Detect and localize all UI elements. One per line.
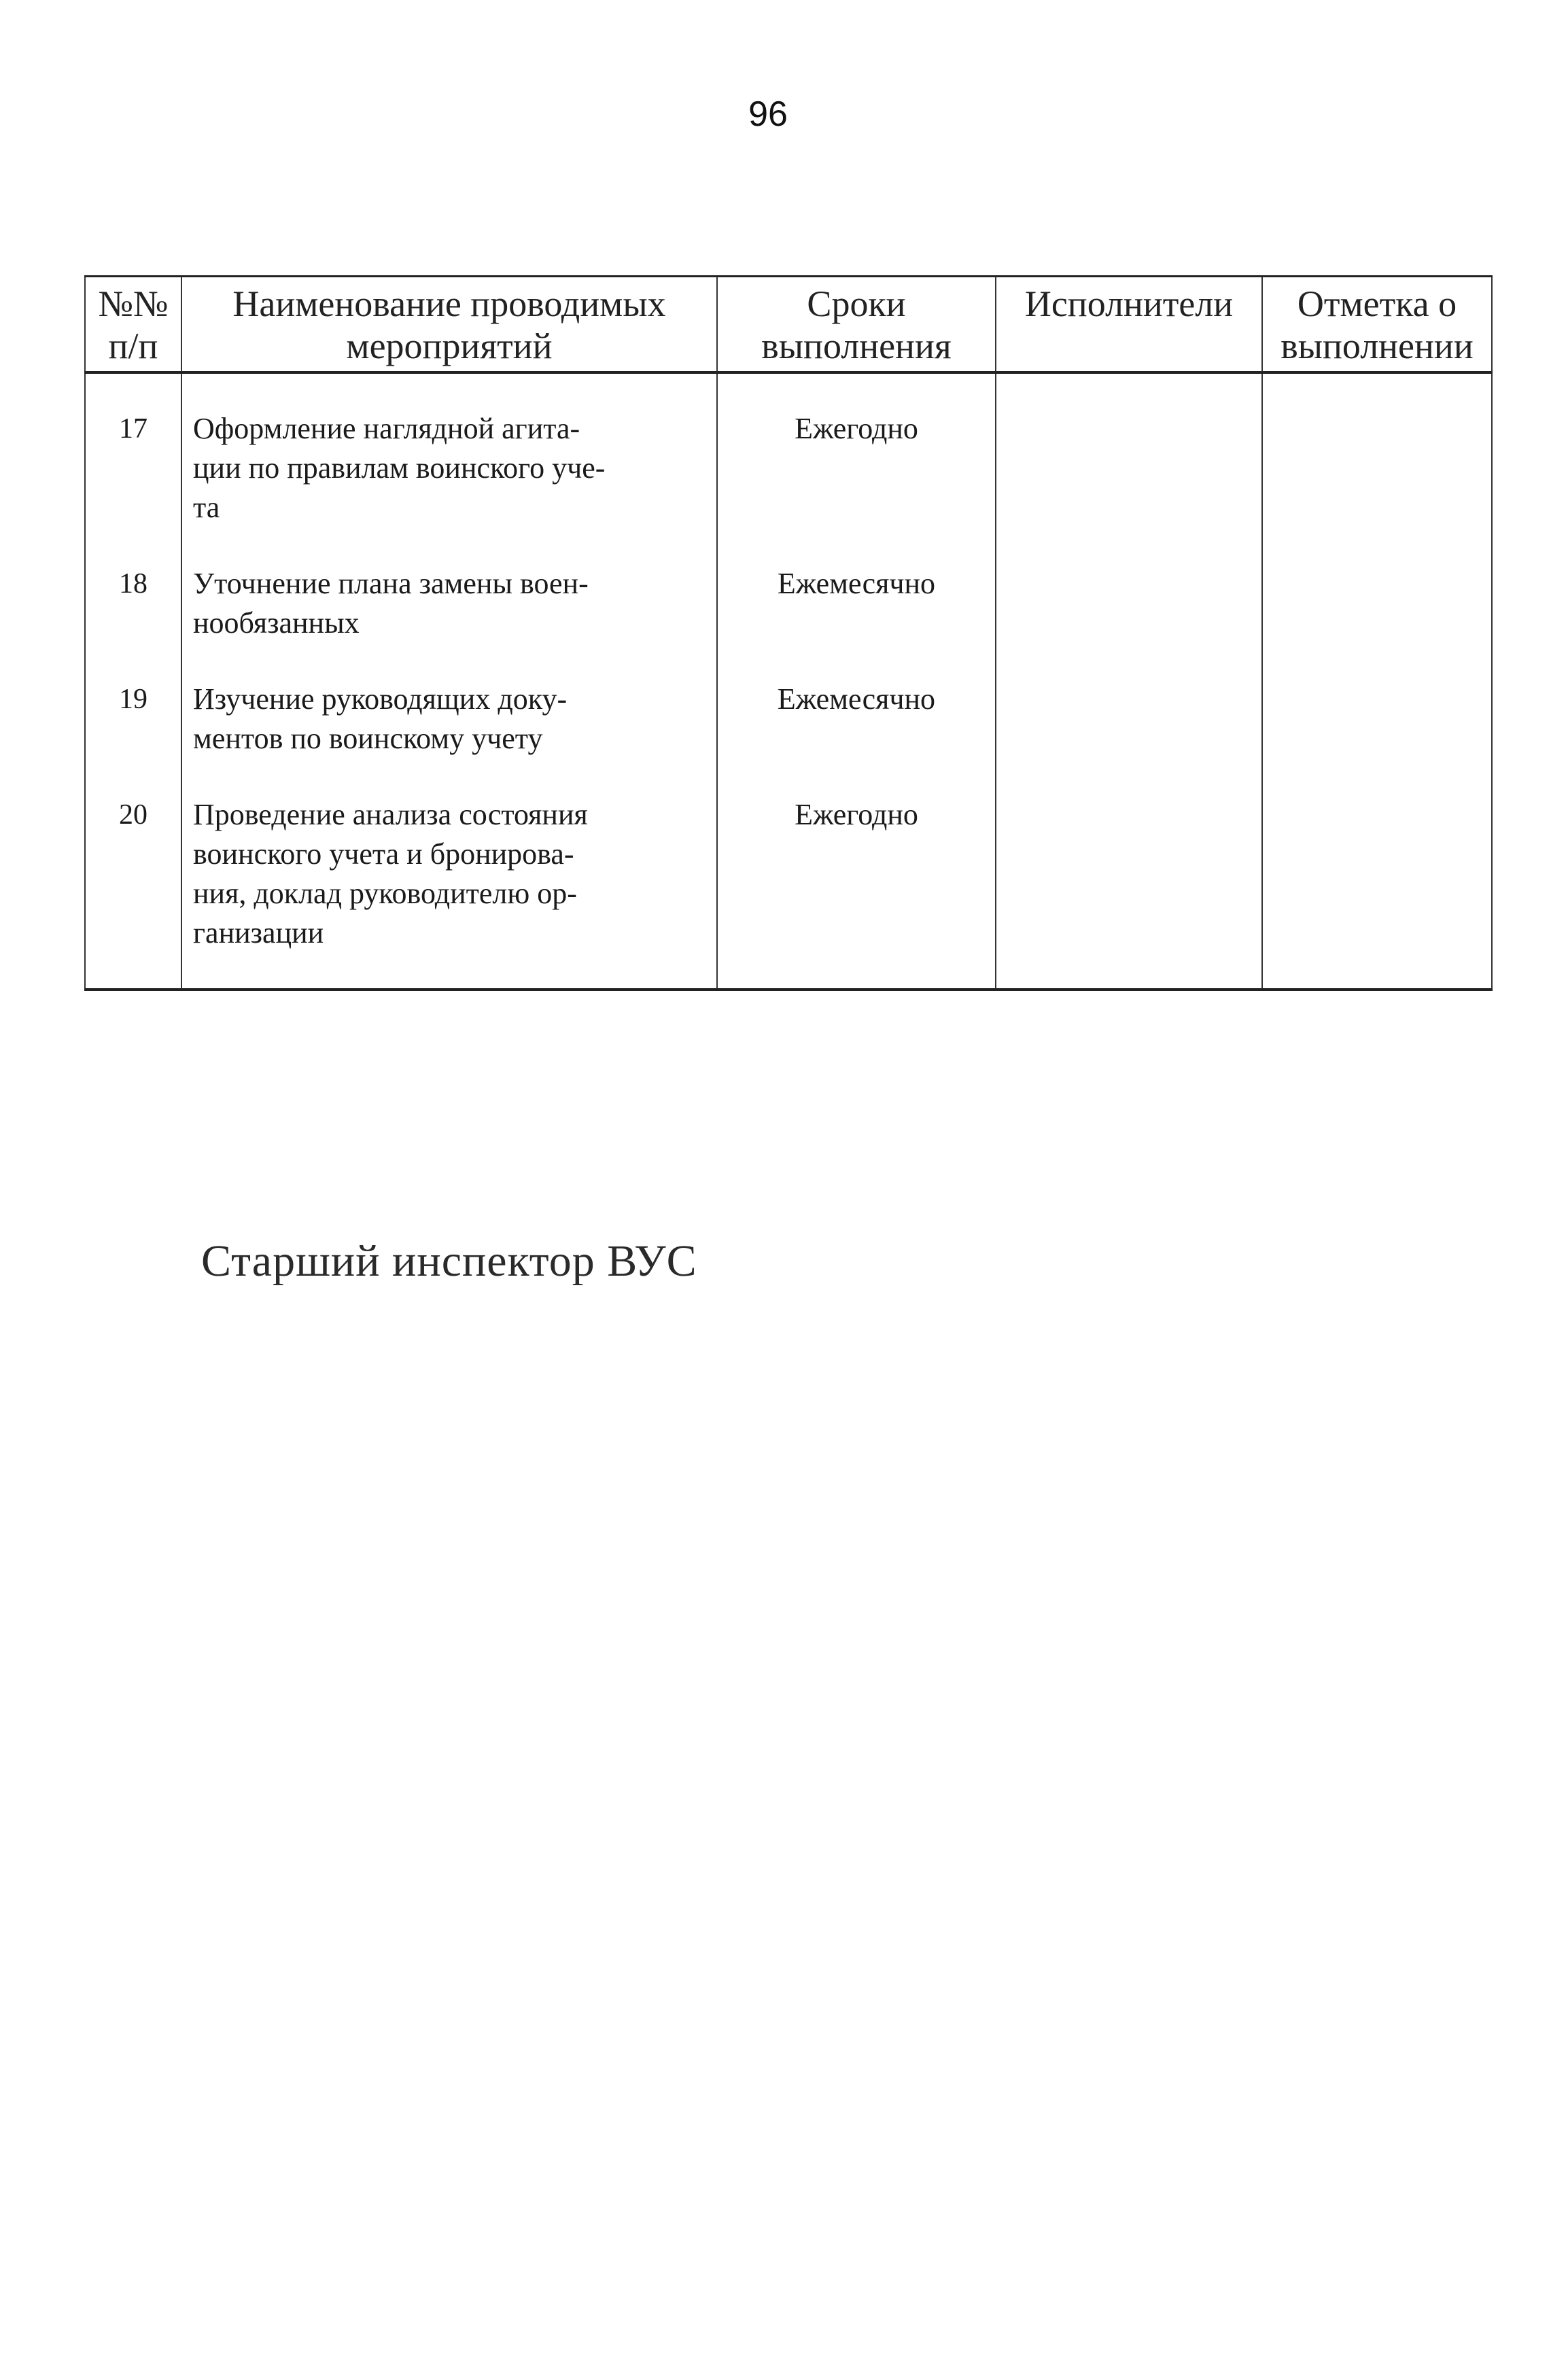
- header-mark: Отметка о выполнении: [1262, 277, 1492, 373]
- row-number: 18: [85, 564, 181, 680]
- header-number: №№ п/п: [85, 277, 181, 373]
- row-executors: [996, 680, 1262, 795]
- table-header-row: [85, 277, 1492, 373]
- table-row: [85, 795, 1492, 990]
- table-row: [85, 564, 1492, 680]
- row-executors: [996, 372, 1262, 564]
- signature-title: Старший инспектор ВУС: [201, 1236, 697, 1286]
- row-deadline: Ежегодно: [717, 795, 996, 990]
- header-deadline: Сроки выполнения: [717, 277, 996, 373]
- row-executors: [996, 564, 1262, 680]
- row-mark: [1262, 372, 1492, 564]
- row-number: 20: [85, 795, 181, 990]
- row-activity-name: Оформление наглядной агита- ции по правилам воинского уче- та: [181, 372, 717, 564]
- header-executors: Исполнители: [996, 277, 1262, 373]
- row-activity-name: Проведение анализа состояния воинского учета и бронирова- ния, доклад руководителю ор- ганизации: [181, 795, 717, 990]
- row-deadline: Ежемесячно: [717, 680, 996, 795]
- row-number: 17: [85, 372, 181, 564]
- row-mark: [1262, 564, 1492, 680]
- row-number: 19: [85, 680, 181, 795]
- row-deadline: Ежегодно: [717, 372, 996, 564]
- activities-table: [84, 275, 1493, 991]
- table-row: [85, 372, 1492, 564]
- row-mark: [1262, 680, 1492, 795]
- row-activity-name: Изучение руководящих доку- ментов по воинскому учету: [181, 680, 717, 795]
- row-mark: [1262, 795, 1492, 990]
- row-executors: [996, 795, 1262, 990]
- page-number: 96: [748, 94, 788, 134]
- header-name: Наименование проводимых мероприятий: [181, 277, 717, 373]
- table-row: [85, 680, 1492, 795]
- row-activity-name: Уточнение плана замены воен- нообязанных: [181, 564, 717, 680]
- row-deadline: Ежемесячно: [717, 564, 996, 680]
